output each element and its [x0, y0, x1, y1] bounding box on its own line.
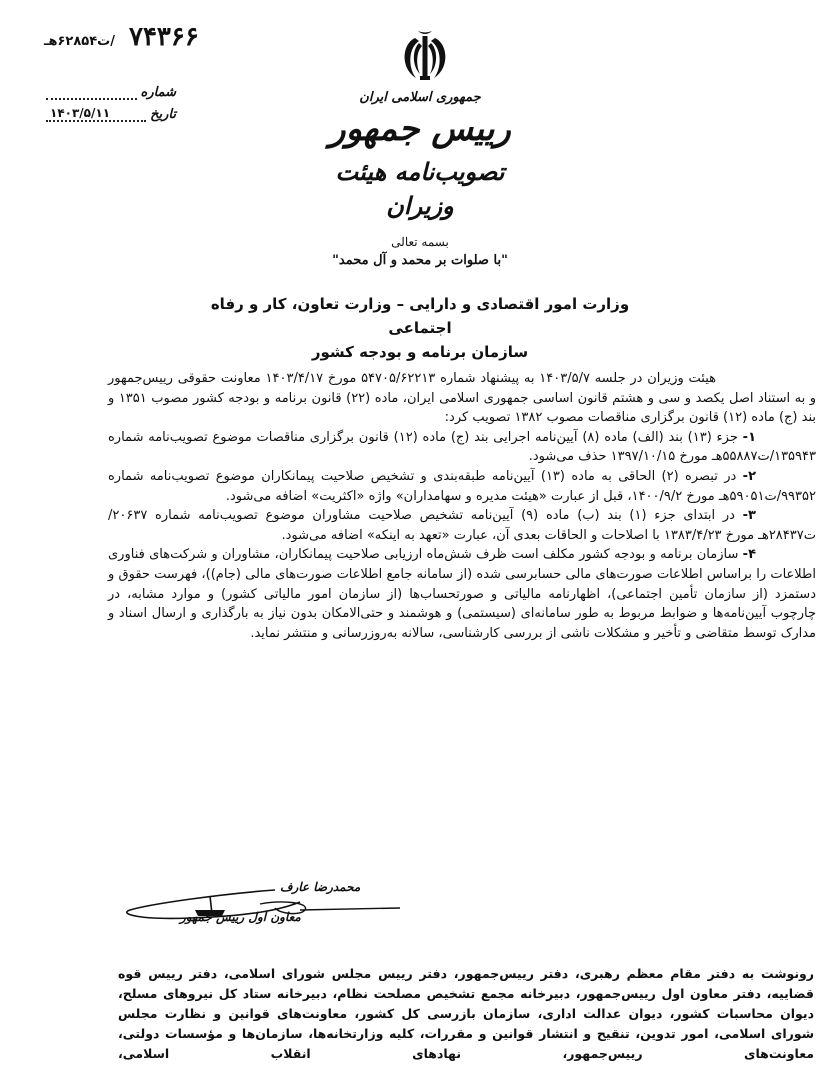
clause-text: سازمان برنامه و بودجه کشور مکلف است ظرف شش‌ماه ارزیابی صلاحیت پیمانکاران، مشاوران و شرکت‌های فناوری اطلاعات را براساس اطلاعات صورت‌های مالی حسابرسی شده (از سامانه جامع اطلاعات صورت‌های مالی (جام))، فهرست حقوق و دستمزد (از سازمان تأمین اجتماعی)، اظهارنامه مالیاتی و صورتحساب‌ها (از سازمان امور مالیاتی کشور) و موارد مشابه، در چارچوب آیین‌نامه‌ها و ضوابط مربوط به طور سامانه‌ای (سیستمی) و هوشمند و حتی‌الامکان بدون نیاز به بارگذاری و ارسال اسناد و مدارک توسط متقاضی و تأخیر و مشکلات ناشی از بررسی کارشناسی، سالانه به‌روزرسانی و منتشر نماید. [108, 547, 816, 641]
approval-title: تصویب‌نامه هیئت وزیران [335, 157, 505, 220]
signatory-title: معاون اول رییس جمهور [180, 910, 301, 924]
invocation: بسمه تعالی [391, 235, 449, 249]
clause-number: ۴- [742, 547, 756, 563]
letter-meta [46, 78, 176, 122]
carbon-copy-list: رونوشت به دفتر مقام معظم رهبری، دفتر رییس‌جمهور، دفتر رییس مجلس شورای اسلامی، دفتر رییس قوه قضاییه، دفتر معاون اول رییس‌جمهور، دبیرخانه مجمع تشخیص مصلحت نظام، دبیرخانه ستاد کل نیروهای مسلح، دیوان محاسبات کشور، دیوان عدالت اداری، سازمان بازرسی کل کشور، معاونت‌های قوانین و نظارت مجلس شورای اسلامی، امور تدوین، تنقیح و انتشار قوانین و مقررات، کلیه وزارتخانه‌ها، سازمان‌ها و مؤسسات دولتی، معاونت‌های رییس‌جمهور، نهادهای انقلاب اسلامی، [118, 966, 814, 1061]
number-value [46, 86, 137, 100]
number-label: شماره [140, 85, 176, 100]
clause-text: در ابتدای جزء (۱) بند (ب) ماده (۹) آیین‌نامه تشخیص صلاحیت مشاوران موضوع تصویب‌نامه شماره ۲۰۶۳۷/ت۲۸۴۳۷هـ مورخ ۱۳۸۳/۴/۲۳ با اصلاحات و الحاقات بعدی آن، عبارت «تعهد به اینکه» اضافه می‌شود. [108, 508, 816, 543]
recipients [180, 292, 660, 364]
reference-code: ت۶۲۸۵۴هـ/ [44, 34, 115, 49]
iran-emblem-icon [398, 26, 452, 82]
registration-number: ۷۴۳۶۶ [128, 22, 199, 52]
clause-2 [108, 467, 816, 506]
signatory-name: محمدرضا عارف [280, 880, 361, 894]
date-label: تاریخ [150, 107, 176, 122]
office-title: رییس جمهور [329, 109, 511, 149]
recipient-line: سازمان برنامه و بودجه کشور [311, 343, 529, 361]
clause-number: ۲- [742, 468, 757, 484]
date-row [46, 100, 176, 122]
clause-text: جزء (۱۳) بند (الف) ماده (۸) آیین‌نامه اجرایی بند (ج) ماده (۱۲) قانون برگزاری مناقصات موضوع تصویب‌نامه شماره ۱۳۵۹۴۳/ت۵۵۸۸۷هـ مورخ ۱۳۹۷/۱۰/۱۵ حذف می‌شود. [108, 429, 816, 465]
clause-4 [108, 545, 816, 643]
number-row [46, 78, 176, 100]
clause-1 [108, 428, 816, 467]
recipient-line: وزارت امور اقتصادی و دارایی – وزارت تعاون، کار و رفاه اجتماعی [210, 295, 630, 337]
clause-text: در تبصره (۲) الحاقی به ماده (۱۳) آیین‌نامه طبقه‌بندی و تشخیص صلاحیت پیمانکاران موضوع تصویب‌نامه شماره ۹۹۳۵۲/ت۵۹۰۵۱هـ مورخ ۱۴۰۰/۹/۲، قبل از عبارت «هیئت مدیره و سهامداران» واژه «اکثریت» اضافه می‌شود. [108, 468, 816, 504]
reference-number [44, 22, 199, 52]
clause-number: ۳- [742, 508, 756, 524]
republic-title: جمهوری اسلامی ایران [359, 90, 481, 105]
letterhead [300, 88, 540, 268]
intro-paragraph: هیئت وزیران در جلسه ۱۴۰۳/۵/۷ به پیشنهاد شماره ۵۴۷۰۵/۶۲۲۱۳ مورخ ۱۴۰۳/۴/۱۷ معاونت حقوقی رییس‌جمهور و به استناد اصل یکصد و سی و هشتم قانون اساسی جمهوری اسلامی ایران، ماده (۲۲) قانون برنامه و بودجه کشور مصوب ۱۳۵۱ و بند (ج) ماده (۱۲) قانون برگزاری مناقصات مصوب ۱۳۸۲ تصویب کرد: [108, 371, 816, 426]
clause-3 [108, 506, 816, 545]
resolution-body [108, 369, 816, 643]
signature-block [110, 880, 420, 960]
clause-number: ۱- [742, 429, 756, 445]
salawat: "با صلوات بر محمد و آل محمد" [332, 253, 508, 268]
date-value: ۱۴۰۳/۵/۱۱ [46, 108, 146, 122]
